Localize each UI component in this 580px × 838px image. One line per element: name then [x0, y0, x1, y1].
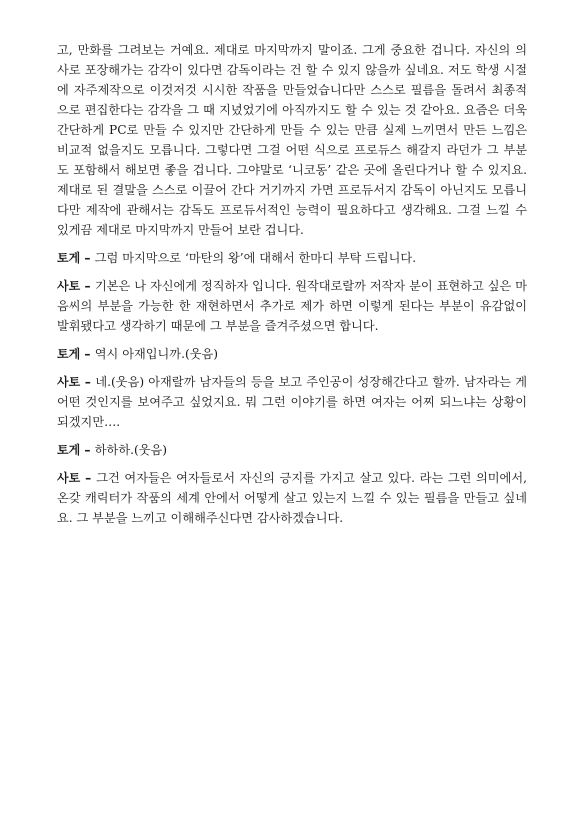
- speaker-dash: –: [80, 251, 95, 265]
- dialogue-text: 그럼 마지막으로 ‘마탄의 왕’에 대해서 한마디 부탁 드립니다.: [94, 251, 417, 265]
- dialogue-line: [57, 344, 527, 364]
- speaker-dash: –: [80, 443, 95, 457]
- dialogue-line: [57, 372, 527, 432]
- paragraph-continuation: [57, 40, 527, 240]
- speaker-name: 토게: [57, 347, 81, 361]
- dialogue-text: 그건 여자들은 여자들로서 자신의 긍지를 가지고 살고 있다. 라는 그런 의미에서, 온갖 캐릭터가 작품의 세계 안에서 어떻게 살고 있는지 느낄 수 있는 필름을 만들고 싶네요. 그 부분을 느끼고 이해해주신다면 감사하겠습니다.: [57, 471, 527, 525]
- dialogue-text: 네.(웃음) 아재랄까 남자들의 등을 보고 주인공이 성장해간다고 할까. 남자라는 게 어떤 것인지를 보여주고 싶었지요. 뭐 그런 이야기를 하면 여자는 어찌 되느냐는 상황이 되겠지만….: [57, 375, 527, 429]
- speaker-name: 사토: [57, 375, 81, 389]
- speaker-dash: –: [80, 347, 95, 361]
- document-page: [57, 40, 527, 536]
- dialogue-line: [57, 276, 527, 336]
- dialogue-text: 역시 아재입니까.(웃음): [94, 347, 218, 361]
- speaker-name: 사토: [57, 279, 81, 293]
- paragraph-text: 고, 만화를 그려보는 거예요. 제대로 마지막까지 말이죠. 그게 중요한 겁니다. 자신의 의사로 포장해가는 감각이 있다면 감독이라는 건 할 수 있지 않을까 싶네요. 저도 학생 시절에 자주제작으로 이것저것 시시한 작품을 만들었습니다만 스스로 필름을 돌려서 최종적으로 편집한다는 감각을 그 때 지녔었기에 아직까지도 할 수 있는 것 같아요. 요즘은 더욱 간단하게 PC로 만들 수 있지만 간단하게 만들 수 있는 만큼 실제 느끼면서 만든 느낌은 비교적 없을지도 모릅니다. 그렇다면 그걸 어떤 식으로 프로듀스 해갈지 라던가 그 부분도 포함해서 해보면 좋을 겁니다. 그야말로 ‘니코동’ 같은 곳에 올린다거나 할 수 있지요. 제대로 된 결말을 스스로 이끌어 간다 거기까지 가면 프로듀서지 감독이 아닌지도 모릅니다만 제작에 관해서는 감독도 프로듀서적인 능력이 필요하다고 생각해요. 그걸 느낄 수 있게끔 제대로 마지막까지 만들어 보란 겁니다.: [57, 43, 527, 237]
- speaker-dash: –: [80, 471, 97, 485]
- speaker-name: 사토: [57, 471, 81, 485]
- dialogue-line: [57, 248, 527, 268]
- dialogue-line: [57, 468, 527, 528]
- dialogue-line: [57, 440, 527, 460]
- speaker-dash: –: [80, 375, 96, 389]
- dialogue-text: 하하하.(웃음): [94, 443, 168, 457]
- dialogue-text: 기본은 나 자신에게 정직하자 입니다. 원작대로랄까 저작자 분이 표현하고 싶은 마음씨의 부분을 가능한 한 재현하면서 추가로 제가 하면 이렇게 된다는 부분이 유감없이 발휘됐다고 생각하기 때문에 그 부분을 즐겨주셨으면 합니다.: [57, 279, 527, 333]
- speaker-dash: –: [80, 279, 95, 293]
- speaker-name: 토게: [57, 251, 81, 265]
- speaker-name: 토게: [57, 443, 81, 457]
